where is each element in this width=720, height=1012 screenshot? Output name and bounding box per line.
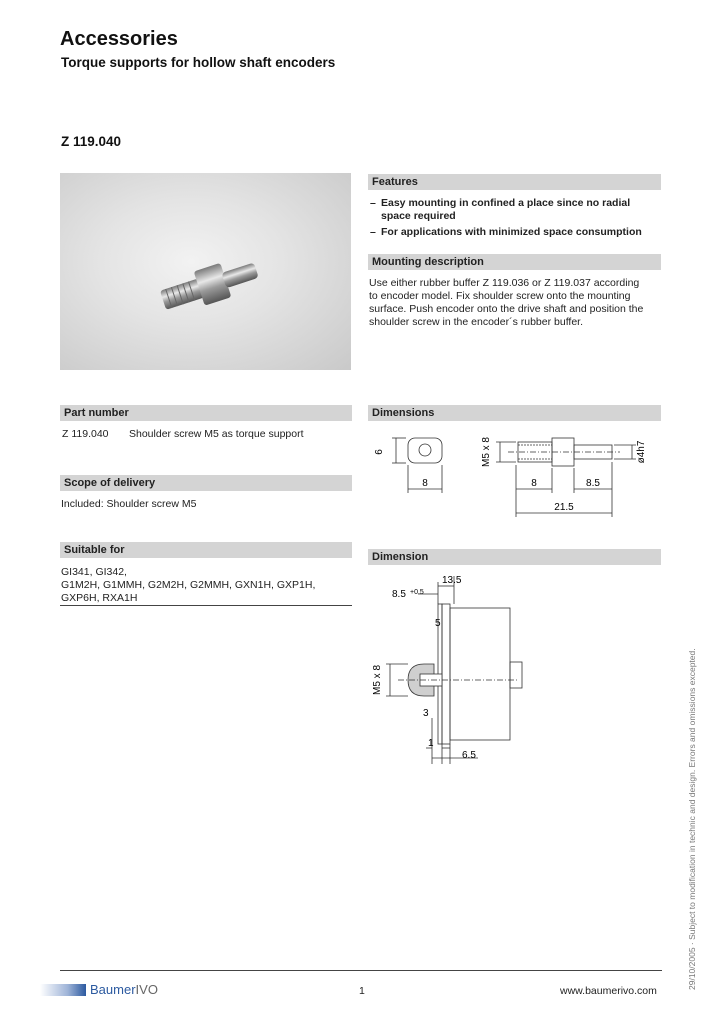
dim-thread-label: M5 x 8: [372, 664, 383, 696]
dimensions-heading: Dimensions: [368, 405, 661, 421]
page-number: 1: [359, 985, 365, 997]
mounting-dimension-drawing: [368, 568, 661, 768]
total-length-label: 21.5: [554, 502, 574, 513]
part-number-heading: Part number: [60, 405, 352, 421]
dim-three-label: 3: [423, 708, 429, 719]
section-divider: [60, 605, 352, 606]
shaft-diameter-label: ø4h7: [636, 440, 647, 464]
dim-left-label: 8.5: [392, 589, 406, 600]
scope-heading: Scope of delivery: [60, 475, 352, 491]
feature-item-1-cont: space required: [381, 210, 456, 222]
feature-item-2: For applications with minimized space consumption: [381, 226, 642, 238]
dim-one-label: 1: [428, 738, 434, 749]
dimensions-drawing: [368, 425, 661, 520]
part-number: Z 119.040: [62, 428, 109, 440]
suitable-line-3: GXP6H, RXA1H: [61, 592, 138, 604]
mounting-line-4: shoulder screw in the encoder´s rubber buffer.: [369, 316, 584, 328]
model-number: Z 119.040: [61, 134, 122, 149]
mounting-line-1: Use either rubber buffer Z 119.036 or Z 119.037 according: [369, 277, 640, 289]
hex-width-label: 8: [422, 478, 428, 489]
feature-dash: –: [370, 226, 376, 238]
dim-top-label: 13.5: [442, 575, 462, 586]
mounting-line-3: surface. Push encoder onto the drive shaft and position the: [369, 303, 644, 315]
footer-divider: [60, 970, 662, 971]
mounting-line-2: to encoder model. Fix shoulder screw onto the mounting: [369, 290, 631, 302]
dim-five-label: 5: [435, 618, 441, 629]
features-heading: Features: [368, 174, 661, 190]
side-note: 29/10/2005 · Subject to modification in technic and design. Errors and omissions excepted.: [687, 648, 697, 990]
mounting-heading: Mounting description: [368, 254, 661, 270]
thread-label: M5 x 8: [481, 436, 492, 468]
dim-six-five-label: 6.5: [462, 750, 476, 761]
feature-item-1: Easy mounting in confined a place since no radial: [381, 197, 631, 209]
shoulder-screw-image: [60, 173, 351, 370]
suitable-heading: Suitable for: [60, 542, 352, 558]
brand-logo: [90, 982, 158, 997]
footer-url[interactable]: www.baumerivo.com: [560, 985, 657, 997]
feature-dash: –: [370, 197, 376, 209]
product-photo: [60, 173, 351, 370]
brand-suffix: IVO: [135, 982, 158, 997]
suitable-line-1: GI341, GI342,: [61, 566, 127, 578]
hex-height-label: 6: [374, 449, 385, 455]
part-description: Shoulder screw M5 as torque support: [129, 428, 304, 440]
page-title: Accessories: [60, 28, 178, 50]
dimension-heading: Dimension: [368, 549, 661, 565]
brand-name: Baumer: [90, 982, 136, 997]
thread-length-label: 8: [531, 478, 537, 489]
page-subtitle: Torque supports for hollow shaft encoders: [61, 55, 336, 70]
dim-tolerance-label: +0.5: [410, 589, 424, 596]
brand-bar-icon: [40, 984, 86, 996]
suitable-line-2: G1M2H, G1MMH, G2M2H, G2MMH, GXN1H, GXP1H,: [61, 579, 316, 591]
shaft-length-label: 8.5: [586, 478, 600, 489]
scope-text: Included: Shoulder screw M5: [61, 498, 197, 510]
